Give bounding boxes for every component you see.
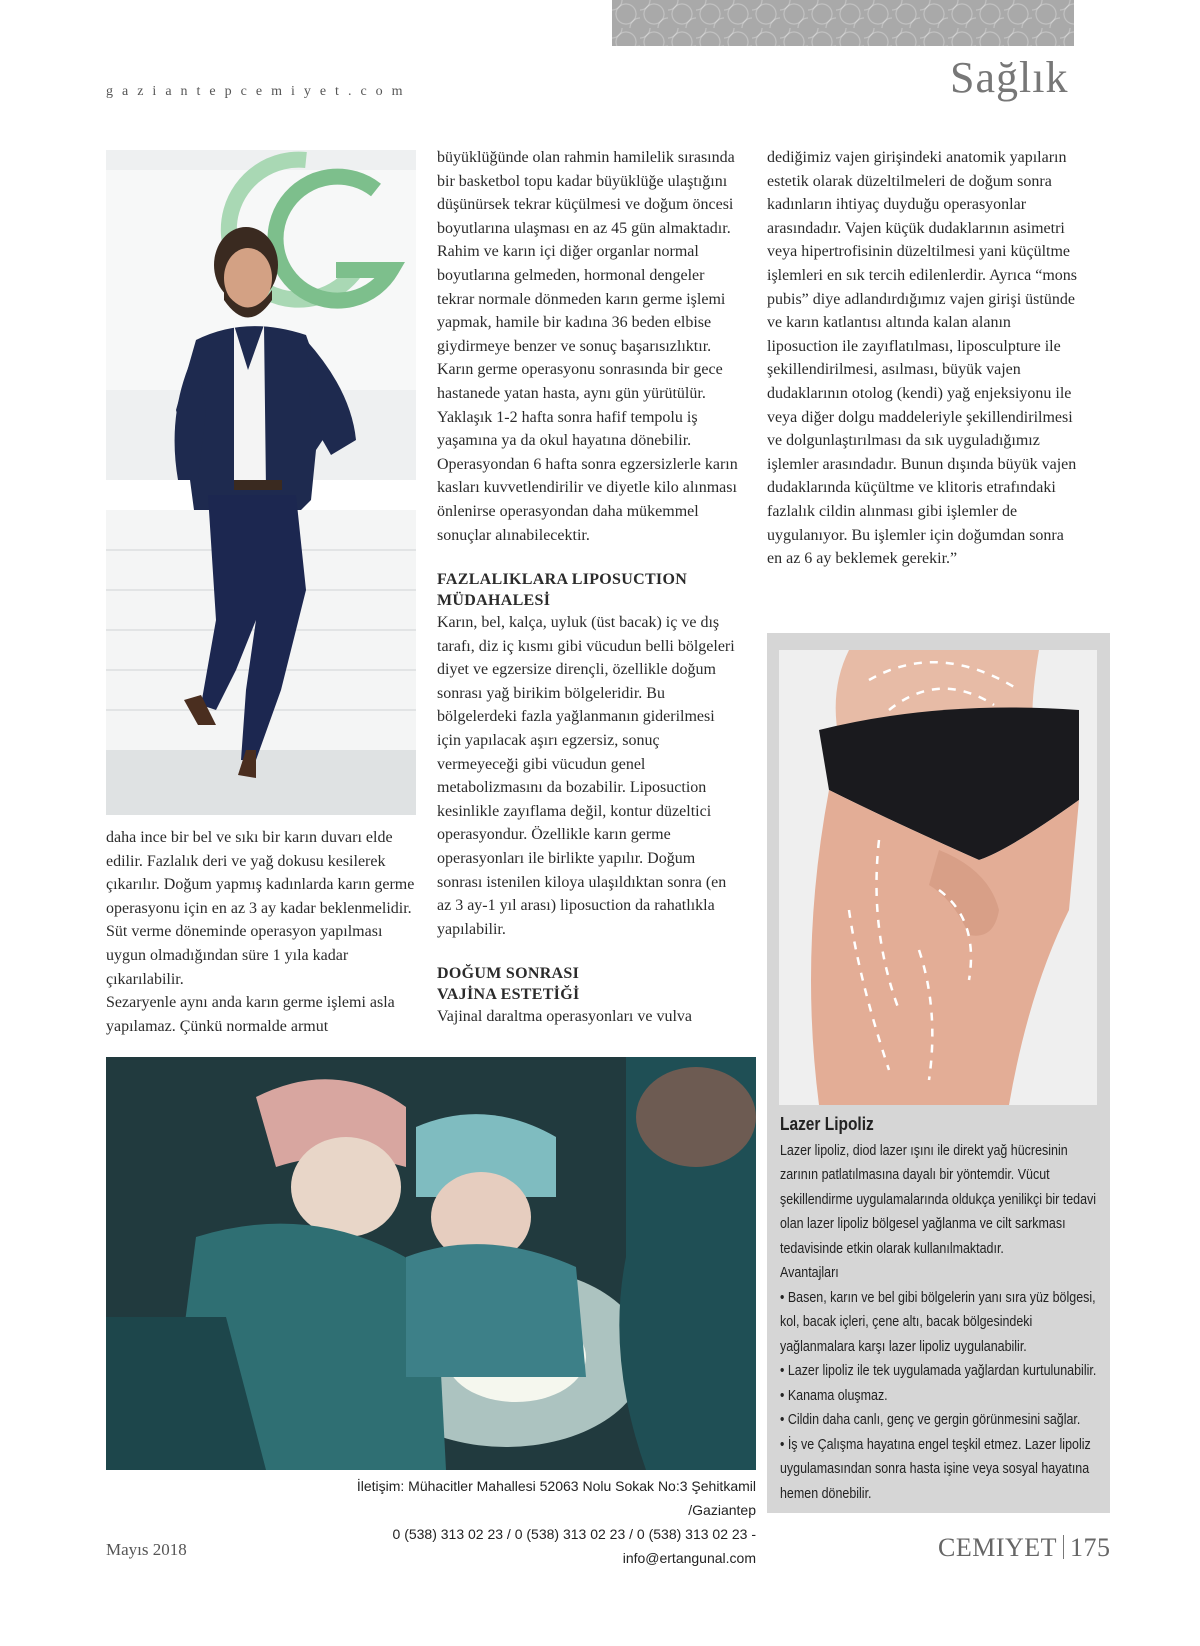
header-pattern <box>612 0 1074 46</box>
magazine-brand: CEMIYET <box>938 1533 1058 1562</box>
contact-info <box>300 1474 756 1570</box>
liposuction-leg-photo <box>779 650 1097 1105</box>
column-1 <box>106 826 418 1038</box>
sidebar-advantages-label: Avantajları <box>780 1265 839 1281</box>
column-1-paragraph: Sezaryenle aynı anda karın germe işlemi asla yapılamaz. Çünkü normalde armut <box>106 994 395 1035</box>
sidebar-list-item: • İş ve Çalışma hayatına engel teşkil etmez. Lazer lipoliz uygulamasından sonra hasta işine veya sosyal hayatına hemen dönebilir. <box>780 1436 1091 1502</box>
section-title: Sağlık <box>950 53 1069 102</box>
heading-liposuction <box>437 569 742 611</box>
sidebar-list-item: • Lazer lipoliz ile tek uygulamada yağlardan kurtulunabilir. <box>780 1363 1097 1379</box>
column-2-paragraph: Karın, bel, kalça, uyluk (üst bacak) iç ve dış tarafı, diz iç kısmı gibi vücudun belli bölgeleri diyet ve egzersize dirençli, özellikle doğum sonrası yağ birikim bölgeleridir. Bu bölgelerdeki fazla yağlanmanın giderilmesi için yapılacak aşırı egzersiz, sonuç vermeyeceği gibi vücudun genel metabolizmasını da bozabilir. Liposuction kesinlikle zayıflama değil, kontur düzeltici operasyondur. Özellikle karın germe operasyonları ile birlikte yapılır. Doğum sonrası istenilen kiloya ulaşıldıktan sonra (en az 3 ay-1 yıl arası) liposuction da rahatlıkla yapılabilir. <box>437 614 735 938</box>
sidebar-list-item: • Basen, karın ve bel gibi bölgelerin yanı sıra yüz bölgesi, kol, bacak içleri, çene altı, bacak bölgesindeki yağlanmalara karşı lazer lipoliz uygulanabilir. <box>780 1289 1096 1355</box>
heading-vagina-aesthetics <box>437 963 742 1005</box>
footer-brand-page <box>938 1533 1111 1563</box>
heading-liposuction-line1: FAZLALIKLARA LIPOSUCTION <box>437 571 688 589</box>
issue-date: Mayıs 2018 <box>106 1540 187 1559</box>
column-3 <box>767 146 1080 571</box>
site-name: gaziantepcemiyet.com <box>106 84 412 99</box>
page-number: 175 <box>1070 1533 1111 1562</box>
sidebar-title: Lazer Lipoliz <box>780 1114 874 1134</box>
sidebar-text <box>780 1112 1100 1506</box>
footer-divider <box>1063 1535 1064 1559</box>
heading-vagina-line2: VAJİNA ESTETİĞİ <box>437 986 580 1004</box>
sidebar-list-item: • Kanama oluşmaz. <box>780 1387 888 1404</box>
column-2-paragraph: Vajinal daraltma operasyonları ve vulva <box>437 1008 693 1026</box>
column-2-paragraph: büyüklüğünde olan rahmin hamilelik sırasında bir basketbol topu kadar büyüklüğe ulaştığını düşünürsek tekrar küçülmesi ve doğum öncesi boyutlarına ulaşması en az 45 gün almaktadır. Rahim ve karın içi diğer organlar normal boyutlarına gelmeden, hormonal dengeler tekrar normale dönmeden karın germe işlemi yapmak, hamile bir kadına 36 beden elbise giydirmeye benzer ve sonuç başarısızlıktır. Karın germe operasyonu sonrasında bir gece hastanede yatan hasta, aynı gün yürütülür. Yaklaşık 1-2 hafta sonra hafif tempolu iş yaşamına ya da okul hayatına dönebilir. Operasyondan 6 hafta sonra egzersizlerle karın kasları kuvvetlendirilir ve diyetle kilo alınması önlenirse operasyondan daha mükemmel sonuçlar alınabilecektir. <box>437 149 738 544</box>
heading-vagina-line1: DOĞUM SONRASI <box>437 965 580 983</box>
sidebar-intro: Lazer lipoliz, diod lazer ışını ile direkt yağ hücresinin zarının patlatılmasına dayalı bir yöntemdir. Vücut şekillendirme uygulamalarında oldukça yenilikçi bir tedavi olan lazer lipoliz bölgesel yağlanma ve cilt sarkması tedavisinde etkin olarak kullanılmaktadır. <box>780 1142 1097 1257</box>
contact-address: İletişim: Mühacitler Mahallesi 52063 Nolu Sokak No:3 Şehitkamil /Gaziantep <box>356 1478 756 1518</box>
column-1-paragraph: daha ince bir bel ve sıkı bir karın duvarı elde edilir. Fazlalık deri ve yağ dokusu kesilerek çıkarılır. Doğum yapmış kadınlarda karın germe operasyonu için en az 3 ay kadar beklenmelidir. Süt verme döneminde operasyon yapılması uygun olmadığından süre 1 yıla kadar çıkarılabilir. <box>106 829 415 988</box>
column-3-paragraph: dediğimiz vajen girişindeki anatomik yapıların estetik olarak düzeltilmeleri de doğum sonra kadınların ihtiyaç duyduğu operasyonlar arasındadır. Vajen küçük dudaklarının asimetri veya hipertrofisinin düzeltilmesi yani küçültme işlemleri en sık tercih edilenlerdir. Ayrıca “mons pubis” diye adlandırdığımız vajen girişi üstünde ve karın katlantısı altında kalan alanın liposuction ile zayıflatılması, liposculpture ile şekillendirilmesi, asılması, büyük vajen dudaklarının otolog (kendi) yağ enjeksiyonu ile veya diğer dolgu maddeleriyle şekillendirilmesi ve dolgunlaştırılması da sık uyguladığımız işlemler arasındadır. Bunun dışında büyük vajen dudaklarında küçültme ve klitoris etrafındaki fazlalık cildin alınması gibi işlemler de uygulanıyor. Bu işlemler için doğumdan sonra en az 6 ay beklemek gerekir.” <box>767 149 1077 568</box>
doctor-photo <box>106 150 416 815</box>
sidebar-list-item: • Cildin daha canlı, genç ve gergin görünmesini sağlar. <box>780 1412 1081 1428</box>
heading-liposuction-line2: MÜDAHALESİ <box>437 592 551 610</box>
surgery-photo <box>106 1057 756 1470</box>
contact-phones-email: 0 (538) 313 02 23 / 0 (538) 313 02 23 / 0 (538) 313 02 23 - info@ertangunal.com <box>392 1526 756 1566</box>
column-2 <box>437 146 742 1029</box>
